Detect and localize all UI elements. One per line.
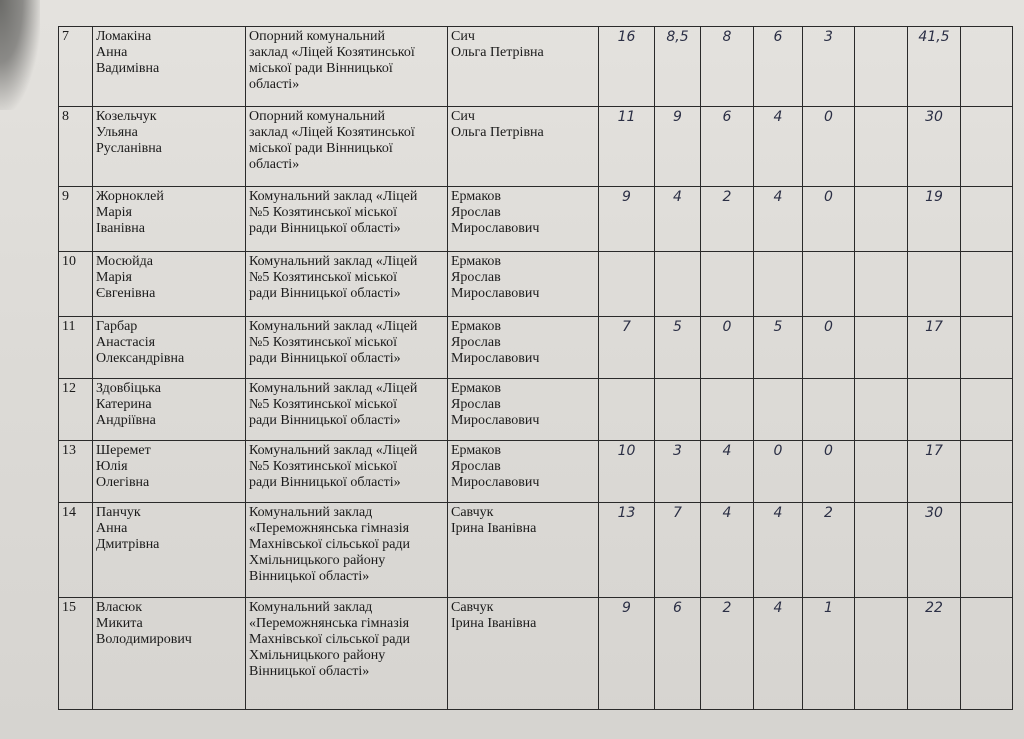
teacher-line: Ярослав [451, 205, 501, 220]
school-cell [246, 27, 448, 107]
school-line: області» [249, 77, 300, 92]
score-cell: 16 [599, 27, 655, 107]
teacher-cell [448, 379, 599, 441]
teacher-line: Ярослав [451, 270, 501, 285]
school-line: ради Вінницької області» [249, 221, 401, 236]
school-cell [246, 598, 448, 710]
score-cell [754, 252, 803, 317]
score-cell: 6 [655, 598, 701, 710]
score-cell [701, 379, 754, 441]
table-row [59, 503, 1013, 598]
score-cell [961, 441, 1013, 503]
teacher-line: Ярослав [451, 459, 501, 474]
score-cell: 0 [754, 441, 803, 503]
score-cell [655, 252, 701, 317]
score-cell: 9 [655, 107, 701, 187]
school-line: №5 Козятинської міської [249, 270, 397, 285]
school-line: Комунальний заклад «Ліцей [249, 254, 418, 269]
teacher-line: Мирославович [451, 221, 540, 236]
student-name-cell [93, 252, 246, 317]
score-cell [961, 598, 1013, 710]
score-cell: 2 [701, 187, 754, 252]
student-name-line: Ульяна [96, 125, 138, 140]
score-cell: 0 [701, 317, 754, 379]
student-name-cell [93, 441, 246, 503]
table-row [59, 107, 1013, 187]
school-line: Комунальний заклад «Ліцей [249, 443, 418, 458]
score-cell [855, 187, 908, 252]
teacher-cell [448, 187, 599, 252]
score-cell: 4 [655, 187, 701, 252]
row-number: 14 [59, 503, 93, 598]
student-name-line: Марія [96, 205, 132, 220]
student-name-line: Дмитрівна [96, 537, 160, 552]
teacher-line: Мирославович [451, 286, 540, 301]
score-cell: 10 [599, 441, 655, 503]
score-cell [961, 317, 1013, 379]
student-name-cell [93, 598, 246, 710]
school-line: Опорний комунальний [249, 109, 385, 124]
teacher-cell [448, 27, 599, 107]
school-line: Опорний комунальний [249, 29, 385, 44]
student-name-line: Козельчук [96, 109, 157, 124]
school-line: міської ради Вінницької [249, 141, 393, 156]
score-cell: 2 [701, 598, 754, 710]
row-number: 11 [59, 317, 93, 379]
score-cell [855, 107, 908, 187]
score-cell: 13 [599, 503, 655, 598]
score-cell [908, 379, 961, 441]
score-cell: 3 [655, 441, 701, 503]
score-cell: 4 [754, 598, 803, 710]
teacher-cell [448, 503, 599, 598]
score-cell [599, 379, 655, 441]
school-line: №5 Козятинської міської [249, 335, 397, 350]
score-cell: 0 [803, 317, 855, 379]
score-cell: 22 [908, 598, 961, 710]
student-name-line: Русланівна [96, 141, 162, 156]
school-line: №5 Козятинської міської [249, 205, 397, 220]
teacher-line: Сич [451, 109, 475, 124]
score-cell: 30 [908, 503, 961, 598]
school-line: Вінницької області» [249, 569, 370, 584]
score-cell [961, 252, 1013, 317]
school-line: ради Вінницької області» [249, 286, 401, 301]
school-cell [246, 107, 448, 187]
score-cell [855, 252, 908, 317]
student-name-line: Микита [96, 616, 143, 631]
score-cell [961, 503, 1013, 598]
score-cell [803, 252, 855, 317]
teacher-line: Ірина Іванівна [451, 616, 537, 631]
score-cell [803, 379, 855, 441]
student-name-line: Володимирович [96, 632, 192, 647]
school-line: ради Вінницької області» [249, 351, 401, 366]
score-cell: 17 [908, 317, 961, 379]
student-name-line: Мосюйда [96, 254, 153, 269]
student-name-line: Марія [96, 270, 132, 285]
score-cell: 5 [655, 317, 701, 379]
school-line: №5 Козятинської міської [249, 397, 397, 412]
school-cell [246, 317, 448, 379]
student-name-line: Андріївна [96, 413, 156, 428]
school-line: Махнівської сільської ради [249, 632, 411, 647]
score-cell: 8,5 [655, 27, 701, 107]
teacher-cell [448, 317, 599, 379]
score-cell: 2 [803, 503, 855, 598]
table-row [59, 598, 1013, 710]
student-name-line: Здовбіцька [96, 381, 161, 396]
table-row [59, 379, 1013, 441]
row-number: 10 [59, 252, 93, 317]
score-cell [855, 441, 908, 503]
teacher-cell [448, 598, 599, 710]
score-cell: 0 [803, 441, 855, 503]
score-cell: 8 [701, 27, 754, 107]
teacher-line: Савчук [451, 505, 494, 520]
score-cell [855, 379, 908, 441]
table-row [59, 27, 1013, 107]
school-cell [246, 379, 448, 441]
table-row [59, 187, 1013, 252]
teacher-line: Ольга Петрівна [451, 125, 544, 140]
row-number: 13 [59, 441, 93, 503]
teacher-line: Ермаков [451, 381, 502, 396]
score-cell [855, 598, 908, 710]
score-cell: 6 [701, 107, 754, 187]
score-cell: 4 [754, 503, 803, 598]
row-number: 8 [59, 107, 93, 187]
teacher-line: Сич [451, 29, 475, 44]
results-table [58, 26, 1013, 710]
student-name-line: Олександрівна [96, 351, 185, 366]
score-cell: 7 [655, 503, 701, 598]
score-cell: 30 [908, 107, 961, 187]
score-cell: 9 [599, 187, 655, 252]
student-name-line: Анна [96, 45, 128, 60]
teacher-line: Мирославович [451, 351, 540, 366]
teacher-line: Мирославович [451, 475, 540, 490]
school-line: ради Вінницької області» [249, 475, 401, 490]
row-number: 15 [59, 598, 93, 710]
student-name-cell [93, 503, 246, 598]
school-line: Комунальний заклад [249, 505, 373, 520]
score-cell [754, 379, 803, 441]
student-name-line: Вадимівна [96, 61, 160, 76]
student-name-line: Жорноклей [96, 189, 164, 204]
score-cell: 17 [908, 441, 961, 503]
student-name-line: Анастасія [96, 335, 156, 350]
school-line: Комунальний заклад [249, 600, 373, 615]
score-cell: 4 [701, 503, 754, 598]
teacher-cell [448, 441, 599, 503]
school-line: Комунальний заклад «Ліцей [249, 381, 418, 396]
student-name-cell [93, 27, 246, 107]
score-cell: 9 [599, 598, 655, 710]
teacher-cell [448, 107, 599, 187]
school-line: Хмільницького району [249, 648, 386, 663]
student-name-cell [93, 187, 246, 252]
score-cell [908, 252, 961, 317]
teacher-line: Ярослав [451, 335, 501, 350]
student-name-line: Панчук [96, 505, 141, 520]
school-cell [246, 252, 448, 317]
teacher-line: Ермаков [451, 189, 502, 204]
score-cell: 41,5 [908, 27, 961, 107]
student-name-line: Анна [96, 521, 128, 536]
table-row [59, 252, 1013, 317]
score-cell [599, 252, 655, 317]
student-name-line: Власюк [96, 600, 143, 615]
student-name-line: Євгенівна [96, 286, 156, 301]
row-number: 7 [59, 27, 93, 107]
school-cell [246, 187, 448, 252]
score-cell [855, 503, 908, 598]
score-cell: 4 [701, 441, 754, 503]
score-cell [855, 27, 908, 107]
score-cell [961, 379, 1013, 441]
page-shadow [0, 0, 40, 110]
school-cell [246, 503, 448, 598]
score-cell: 7 [599, 317, 655, 379]
student-name-line: Олегівна [96, 475, 150, 490]
score-cell: 5 [754, 317, 803, 379]
score-cell: 4 [754, 187, 803, 252]
student-name-line: Ломакіна [96, 29, 152, 44]
school-line: ради Вінницької області» [249, 413, 401, 428]
score-cell [855, 317, 908, 379]
score-cell: 6 [754, 27, 803, 107]
student-name-line: Катерина [96, 397, 152, 412]
teacher-line: Ермаков [451, 443, 502, 458]
school-line: Вінницької області» [249, 664, 370, 679]
score-cell: 4 [754, 107, 803, 187]
teacher-line: Ярослав [451, 397, 501, 412]
student-name-line: Шеремет [96, 443, 151, 458]
student-name-cell [93, 107, 246, 187]
score-cell: 19 [908, 187, 961, 252]
student-name-line: Іванівна [96, 221, 145, 236]
school-line: заклад «Ліцей Козятинської [249, 45, 415, 60]
student-name-line: Юлія [96, 459, 128, 474]
school-cell [246, 441, 448, 503]
score-cell: 1 [803, 598, 855, 710]
student-name-line: Гарбар [96, 319, 138, 334]
school-line: Махнівської сільської ради [249, 537, 411, 552]
school-line: міської ради Вінницької [249, 61, 393, 76]
table-row [59, 441, 1013, 503]
school-line: «Переможнянська гімназія [249, 616, 410, 631]
score-cell [701, 252, 754, 317]
school-line: Комунальний заклад «Ліцей [249, 319, 418, 334]
student-name-cell [93, 379, 246, 441]
school-line: «Переможнянська гімназія [249, 521, 410, 536]
row-number: 12 [59, 379, 93, 441]
teacher-cell [448, 252, 599, 317]
score-cell [961, 27, 1013, 107]
score-cell [961, 187, 1013, 252]
teacher-line: Мирославович [451, 413, 540, 428]
teacher-line: Ермаков [451, 319, 502, 334]
school-line: Комунальний заклад «Ліцей [249, 189, 418, 204]
school-line: Хмільницького району [249, 553, 386, 568]
score-cell: 3 [803, 27, 855, 107]
score-cell: 0 [803, 187, 855, 252]
table-row [59, 317, 1013, 379]
teacher-line: Ермаков [451, 254, 502, 269]
teacher-line: Ірина Іванівна [451, 521, 537, 536]
table-body [59, 27, 1013, 710]
school-line: заклад «Ліцей Козятинської [249, 125, 415, 140]
student-name-cell [93, 317, 246, 379]
score-cell: 0 [803, 107, 855, 187]
school-line: області» [249, 157, 300, 172]
score-cell: 11 [599, 107, 655, 187]
score-cell [961, 107, 1013, 187]
score-cell [655, 379, 701, 441]
teacher-line: Ольга Петрівна [451, 45, 544, 60]
teacher-line: Савчук [451, 600, 494, 615]
row-number: 9 [59, 187, 93, 252]
school-line: №5 Козятинської міської [249, 459, 397, 474]
